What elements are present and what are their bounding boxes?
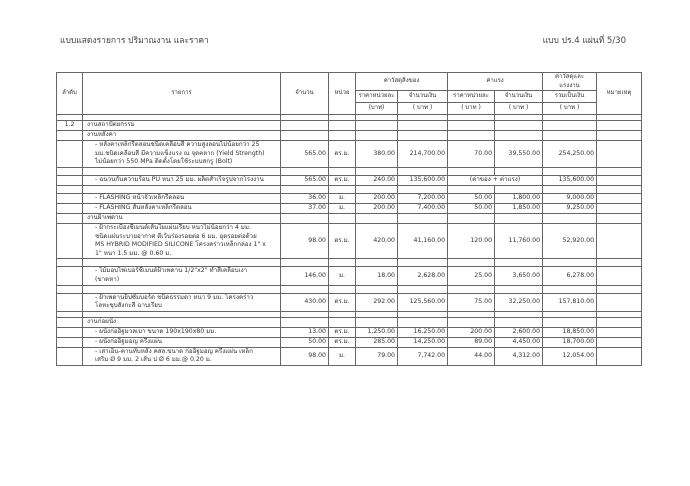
table-cell: [495, 185, 543, 193]
table-cell: 98.00: [281, 347, 329, 365]
table-cell: [356, 131, 398, 141]
table-cell: [543, 167, 597, 175]
table-cell: ม.: [329, 347, 356, 365]
table-cell: 4,450.00: [495, 337, 543, 347]
table-cell: [495, 167, 543, 175]
table-cell: 98.00: [281, 223, 329, 258]
table-cell: 89.00: [448, 337, 495, 347]
table-cell: 157,810.00: [543, 293, 597, 311]
table-cell: - ฝ้าเพดานยิปซัมบอร์ด ชนิดธรรมดา หนา 9 มม. โครงคร่าว โลหะชุบสังกะสี ฉาบเรียบ: [83, 293, 281, 311]
table-cell: ตร.ม.: [329, 223, 356, 258]
table-cell: [597, 167, 642, 175]
table-row: [57, 327, 642, 337]
document-title: แบบแสดงรายการ ปริมาณงาน และราคา: [60, 36, 209, 46]
table-cell: 200.00: [356, 193, 398, 203]
table-cell: [597, 193, 642, 203]
table-cell: 50.00: [448, 203, 495, 213]
table-cell: [398, 259, 448, 267]
table-cell: [448, 167, 495, 175]
table-cell: [57, 175, 83, 185]
table-cell: [398, 167, 448, 175]
table-cell: 9,250.00: [543, 203, 597, 213]
table-cell: 135,600.00: [398, 175, 448, 185]
table-cell: - เสาเอ็น-คานทับหลัง คสล.ขนาด ก่ออิฐมอญ ครึ่งแผ่น เหล็ก เสริม Ø 9 มม. 2 เส้น ป Ø 6 มม.@ 0.20 ม.: [83, 347, 281, 365]
table-cell: 1,850.00: [495, 203, 543, 213]
table-cell: [543, 317, 597, 327]
table-cell: 214,700.00: [398, 141, 448, 168]
col-sum-header: รวมเป็นเงิน: [543, 91, 597, 103]
table-cell: [356, 121, 398, 131]
unit-baht: ( บาท ): [448, 103, 495, 115]
table-cell: 13.00: [281, 327, 329, 337]
section-title: งานสถาปัตยกรรม: [83, 121, 281, 131]
table-cell: 41,160.00: [398, 223, 448, 258]
table-cell: 50.00: [448, 193, 495, 203]
table-cell: [57, 141, 83, 168]
table-cell: [57, 259, 83, 267]
table-cell: 39,550.00: [495, 141, 543, 168]
table-cell: [495, 259, 543, 267]
table-cell: [543, 121, 597, 131]
table-cell: 36.00: [281, 193, 329, 203]
table-cell: [356, 285, 398, 293]
table-cell: 146.00: [281, 267, 329, 285]
unit-baht: ( บาท ): [543, 103, 597, 115]
table-cell: [597, 141, 642, 168]
table-cell: 6,278.00: [543, 267, 597, 285]
table-cell: 4,312.00: [495, 347, 543, 365]
table-row: [57, 223, 642, 258]
table-cell: 2,628.00: [398, 267, 448, 285]
table-cell: [543, 131, 597, 141]
table-cell: - ฝ้ากระเบื้องซีเมนต์เส้นใยแผ่นเรียบ หนาไม่น้อยกว่า 4 มม. ชนิดแผ่นระบายอากาศ ตีเว้นร่องรอยต่อ 6 มม. อุดรอยต่อด้วย MS HYBRID MODIFIED SILICONE โครงคร่าวเหล็กกล่อง 1" x 1" หนา 1.5 มม. @ 0.60 ม.: [83, 223, 281, 258]
table-cell: 2,600.00: [495, 327, 543, 337]
table-row: [57, 347, 642, 365]
table-cell: [597, 213, 642, 223]
table-cell: [329, 285, 356, 293]
table-cell: [597, 285, 642, 293]
table-cell: - ผนังก่ออิฐมอญ ครึ่งแผ่น: [83, 337, 281, 347]
table-cell: 37.00: [281, 203, 329, 213]
table-cell: [448, 317, 495, 327]
table-cell: [398, 285, 448, 293]
table-cell: [495, 121, 543, 131]
table-cell: [398, 317, 448, 327]
table-cell: 12,054.00: [543, 347, 597, 365]
table-cell: [543, 285, 597, 293]
table-cell: [57, 267, 83, 285]
table-row: [57, 203, 642, 213]
table-row: [57, 175, 642, 185]
table-cell: [597, 259, 642, 267]
table-cell: [329, 131, 356, 141]
table-cell: [57, 223, 83, 258]
table-cell: [57, 285, 83, 293]
table-cell: 79.00: [356, 347, 398, 365]
form-reference: แบบ ปร.4 แผ่นที่ 5/30: [542, 36, 626, 46]
table-cell: [495, 131, 543, 141]
table-cell: [57, 347, 83, 365]
table-cell: [281, 285, 329, 293]
table-cell: ม.: [329, 267, 356, 285]
table-cell: 3,650.00: [495, 267, 543, 285]
table-cell: [57, 317, 83, 327]
table-cell: [57, 193, 83, 203]
table-cell: 75.00: [448, 293, 495, 311]
table-cell: [597, 317, 642, 327]
table-cell: 32,250.00: [495, 293, 543, 311]
col-unit-header: หน่วย: [329, 73, 356, 115]
col-item-header: รายการ: [83, 73, 281, 115]
table-cell: 380.00: [356, 141, 398, 168]
table-cell: [57, 293, 83, 311]
table-cell: [281, 121, 329, 131]
table-cell: [281, 317, 329, 327]
table-cell: [495, 285, 543, 293]
table-cell: [57, 131, 83, 141]
table-cell: [448, 185, 495, 193]
table-cell: [329, 317, 356, 327]
table-cell: [57, 203, 83, 213]
table-cell: 7,742.00: [398, 347, 448, 365]
table-cell: [356, 185, 398, 193]
col-labor-group-header: ค่าแรง: [448, 73, 543, 91]
boq-table: [56, 72, 642, 366]
table-cell: [83, 167, 281, 175]
table-cell: 1,800.00: [495, 193, 543, 203]
table-cell: 200.00: [448, 327, 495, 337]
table-cell: [398, 213, 448, 223]
table-cell: [597, 327, 642, 337]
table-cell: [57, 185, 83, 193]
table-cell: ตร.ม.: [329, 337, 356, 347]
col-lab-amount-header: จำนวนเงิน: [495, 91, 543, 103]
table-cell: [57, 337, 83, 347]
table-cell: [495, 213, 543, 223]
table-cell: [543, 259, 597, 267]
table-cell: ตร.ม.: [329, 327, 356, 337]
table-cell: [597, 121, 642, 131]
table-cell: 25.00: [448, 267, 495, 285]
table-cell: [398, 131, 448, 141]
table-cell: - ผนังก่ออิฐมวลเบา ขนาด 190x190x80 มม.: [83, 327, 281, 337]
table-cell: [543, 185, 597, 193]
group-heading-ceiling: งานฝ้าเพดาน: [83, 213, 281, 223]
table-cell: 120.00: [448, 223, 495, 258]
table-cell: ตร.ม.: [329, 141, 356, 168]
table-cell: [57, 213, 83, 223]
table-row: [57, 193, 642, 203]
table-cell: 7,200.00: [398, 193, 448, 203]
table-cell: [356, 317, 398, 327]
table-cell: 18.00: [356, 267, 398, 285]
table-cell: [597, 223, 642, 258]
table-cell: [57, 327, 83, 337]
group-heading-roof: งานหลังคา: [83, 131, 281, 141]
table-cell: 70.00: [448, 141, 495, 168]
section-number: 1.2: [57, 121, 83, 131]
table-cell: [543, 213, 597, 223]
table-cell: 125,560.00: [398, 293, 448, 311]
table-cell: 11,760.00: [495, 223, 543, 258]
combined-cost-note: (ค่าของ + ค่าแรง): [448, 175, 543, 185]
table-cell: - ฉนวนกันความร้อน PU หนา 25 มม. ผลิตสำเร็จรูปจากโรงงาน: [83, 175, 281, 185]
table-cell: [597, 203, 642, 213]
col-seq-header: ลำดับ: [57, 73, 83, 115]
table-cell: [448, 121, 495, 131]
unit-baht: ( บาท ): [495, 103, 543, 115]
table-row: [57, 293, 642, 311]
table-cell: 135,600.00: [543, 175, 597, 185]
table-cell: [83, 259, 281, 267]
table-cell: ม.: [329, 203, 356, 213]
table-cell: [398, 185, 448, 193]
table-cell: [597, 337, 642, 347]
table-cell: 565.00: [281, 141, 329, 168]
col-total-group-header: ค่าวัสดุและแรงงาน: [543, 73, 597, 91]
table-cell: - FLASHING หน้าจั่วเหล็กรีดลอน: [83, 193, 281, 203]
table-cell: 200.00: [356, 203, 398, 213]
col-lab-unitprice-header: ราคาหน่วยละ: [448, 91, 495, 103]
table-cell: 430.00: [281, 293, 329, 311]
table-cell: 1,250.00: [356, 327, 398, 337]
col-qty-header: จำนวน: [281, 73, 329, 115]
table-cell: [448, 259, 495, 267]
table-cell: [281, 167, 329, 175]
unit-baht: ( บาท ): [398, 103, 448, 115]
table-cell: [281, 259, 329, 267]
table-cell: 7,400.00: [398, 203, 448, 213]
table-cell: 50.00: [281, 337, 329, 347]
table-cell: [597, 185, 642, 193]
table-cell: - FLASHING สันหลังคาเหล็กรีดลอน: [83, 203, 281, 213]
table-cell: 52,920.00: [543, 223, 597, 258]
table-cell: [83, 285, 281, 293]
table-cell: - ไม้มอบไฟเบอร์ซีเมนต์ฝ้าเพดาน 1/2"x2" ทำสีเคลือบเงา (ขาดหา): [83, 267, 281, 285]
table-cell: 285.00: [356, 337, 398, 347]
table-cell: [495, 317, 543, 327]
table-cell: [398, 121, 448, 131]
col-material-group-header: ค่าวัสดุสิ่งของ: [356, 73, 448, 91]
table-cell: [448, 213, 495, 223]
table-cell: 292.00: [356, 293, 398, 311]
table-cell: [281, 131, 329, 141]
table-cell: 565.00: [281, 175, 329, 185]
table-cell: [597, 175, 642, 185]
table-cell: [597, 347, 642, 365]
table-cell: 240.00: [356, 175, 398, 185]
table-cell: [356, 167, 398, 175]
table-cell: [281, 213, 329, 223]
table-cell: [57, 167, 83, 175]
table-cell: [597, 267, 642, 285]
group-heading-wall: งานก่อผนัง: [83, 317, 281, 327]
table-cell: ตร.ม.: [329, 175, 356, 185]
table-row: [57, 337, 642, 347]
col-remark-header: หมายเหตุ: [597, 73, 642, 115]
table-cell: 16,250.00: [398, 327, 448, 337]
table-cell: [329, 213, 356, 223]
table-cell: [329, 185, 356, 193]
table-cell: [356, 213, 398, 223]
table-cell: [597, 131, 642, 141]
table-cell: [329, 259, 356, 267]
col-mat-amount-header: จำนวนเงิน: [398, 91, 448, 103]
col-mat-unitprice-header: ราคาหน่วยละ: [356, 91, 398, 103]
table-cell: 18,850.00: [543, 327, 597, 337]
table-cell: 420.00: [356, 223, 398, 258]
table-cell: [329, 167, 356, 175]
table-cell: 18,700.00: [543, 337, 597, 347]
table-cell: [83, 185, 281, 193]
table-cell: ม.: [329, 193, 356, 203]
table-cell: ตร.ม.: [329, 293, 356, 311]
item-description: - หลังคาเหล็กรีดลอนชนิดเคลือบสี ความสูงลอนไม่น้อยกว่า 25 มม.ชนิดเคลือบสี มีความแข็งแรง ณ จุดคลาก (Yield Strength) ไม่น้อยกว่า 550 MPa ติดตั้งโดยใช้ระบบสกรู (Bolt): [83, 141, 281, 168]
table-cell: [281, 185, 329, 193]
table-row: [57, 141, 642, 168]
table-cell: 9,000.00: [543, 193, 597, 203]
table-cell: 44.00: [448, 347, 495, 365]
unit-baht: (บาท): [356, 103, 398, 115]
table-cell: [448, 131, 495, 141]
table-cell: 14,250.00: [398, 337, 448, 347]
table-cell: [597, 293, 642, 311]
table-cell: 254,250.00: [543, 141, 597, 168]
table-cell: [329, 121, 356, 131]
table-cell: [356, 259, 398, 267]
table-row: [57, 267, 642, 285]
table-cell: [448, 285, 495, 293]
